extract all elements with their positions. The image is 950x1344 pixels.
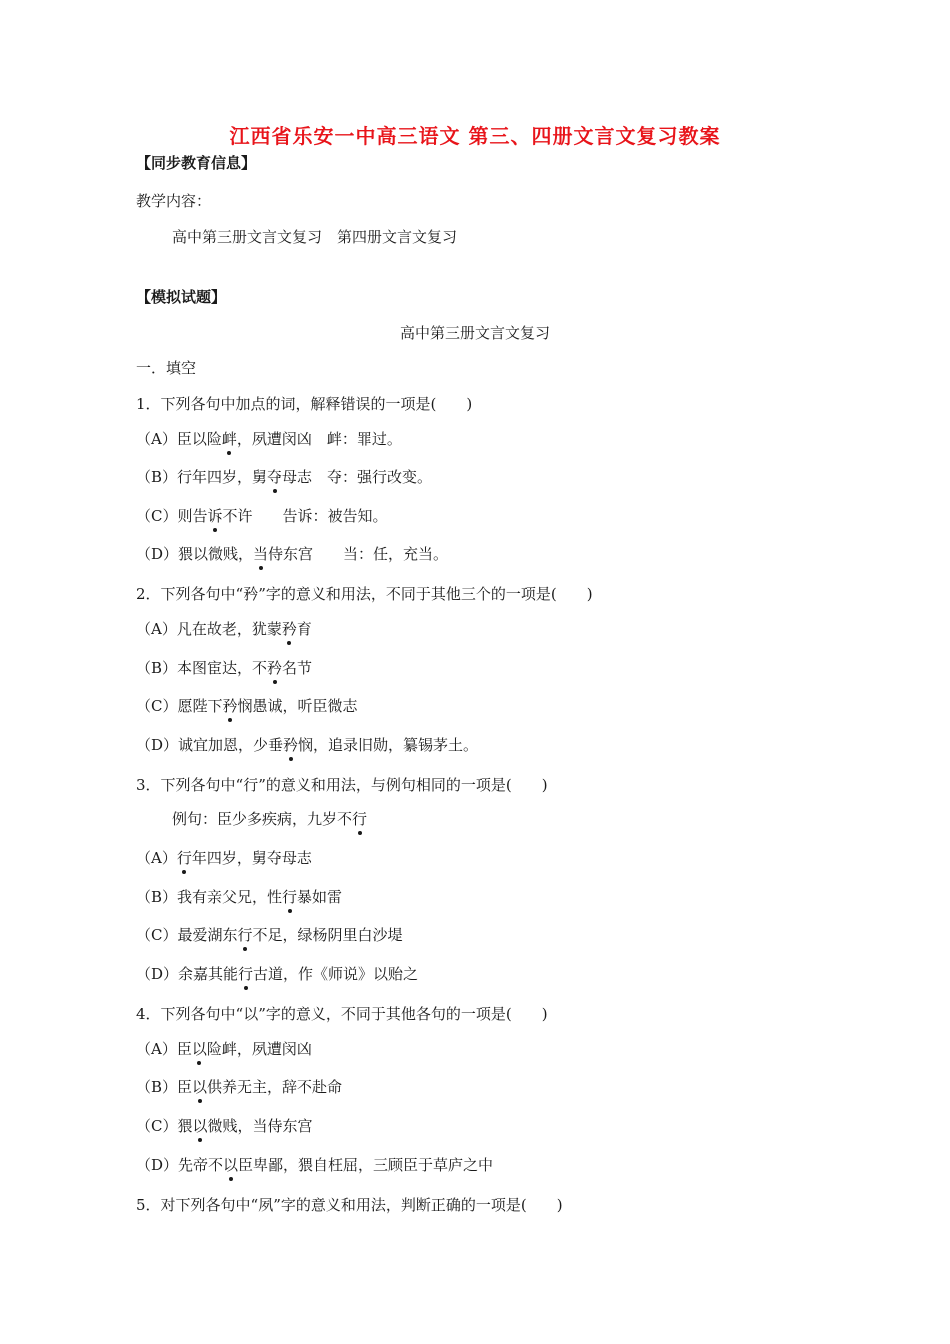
question-4-option-b: （B）臣以供养无主，辞不赴命	[136, 1078, 343, 1096]
question-2-option-a: （A）凡在故老，犹蒙矜育	[136, 620, 312, 638]
question-3-option-d: （D）余嘉其能行古道，作《师说》以贻之	[136, 965, 419, 983]
question-3-stem: 3．下列各句中“行”的意义和用法，与例句相同的一项是( )	[136, 776, 548, 794]
question-5-stem: 5．对下列各句中“夙”字的意义和用法，判断正确的一项是( )	[136, 1196, 563, 1214]
question-4-option-c: （C）猥以微贱，当侍东宫	[136, 1117, 313, 1135]
section-header-exam: 【模拟试题】	[136, 288, 227, 306]
question-4-option-d: （D）先帝不以臣卑鄙，猥自枉屈，三顾臣于草庐之中	[136, 1156, 494, 1174]
question-2-stem: 2．下列各句中“矜”字的意义和用法，不同于其他三个的一项是( )	[136, 585, 593, 603]
question-4-option-a: （A）臣以险衅，夙遭闵凶	[136, 1040, 312, 1058]
teaching-content-label: 教学内容：	[136, 192, 212, 210]
question-1-stem: 1．下列各句中加点的词，解释错误的一项是( )	[136, 395, 473, 413]
exam-subtitle: 高中第三册文言文复习	[399, 324, 550, 342]
question-1-option-d: （D）猥以微贱，当侍东宫 当：任，充当。	[136, 545, 449, 563]
question-1-option-c: （C）则告诉不许 告诉：被告知。	[136, 507, 388, 525]
question-3-example: 例句：臣少多疾病，九岁不行	[172, 810, 368, 828]
question-3-option-b: （B）我有亲父兄，性行暴如雷	[136, 888, 343, 906]
question-2-option-b: （B）本图宦达，不矜名节	[136, 659, 313, 677]
question-4-stem: 4．下列各句中“以”字的意义，不同于其他各句的一项是( )	[136, 1005, 548, 1023]
section-header-info: 【同步教育信息】	[136, 154, 257, 172]
question-3-option-c: （C）最爱湖东行不足，绿杨阴里白沙堤	[136, 926, 403, 944]
question-1-option-a: （A）臣以险衅，夙遭闵凶 衅：罪过。	[136, 430, 402, 448]
question-3-option-a: （A）行年四岁，舅夺母志	[136, 849, 312, 867]
question-2-option-d: （D）诚宜加恩，少垂矜悯，追录旧勋，纂锡茅土。	[136, 736, 479, 754]
teaching-content-text: 高中第三册文言文复习 第四册文言文复习	[172, 228, 458, 246]
question-2-option-c: （C）愿陛下矜悯愚诚，听臣微志	[136, 697, 358, 715]
question-1-option-b: （B）行年四岁，舅夺母志 夺：强行改变。	[136, 468, 433, 486]
part-heading-fill: 一．填空	[136, 359, 197, 377]
document-title: 江西省乐安一中高三语文 第三、四册文言文复习教案	[229, 124, 721, 148]
